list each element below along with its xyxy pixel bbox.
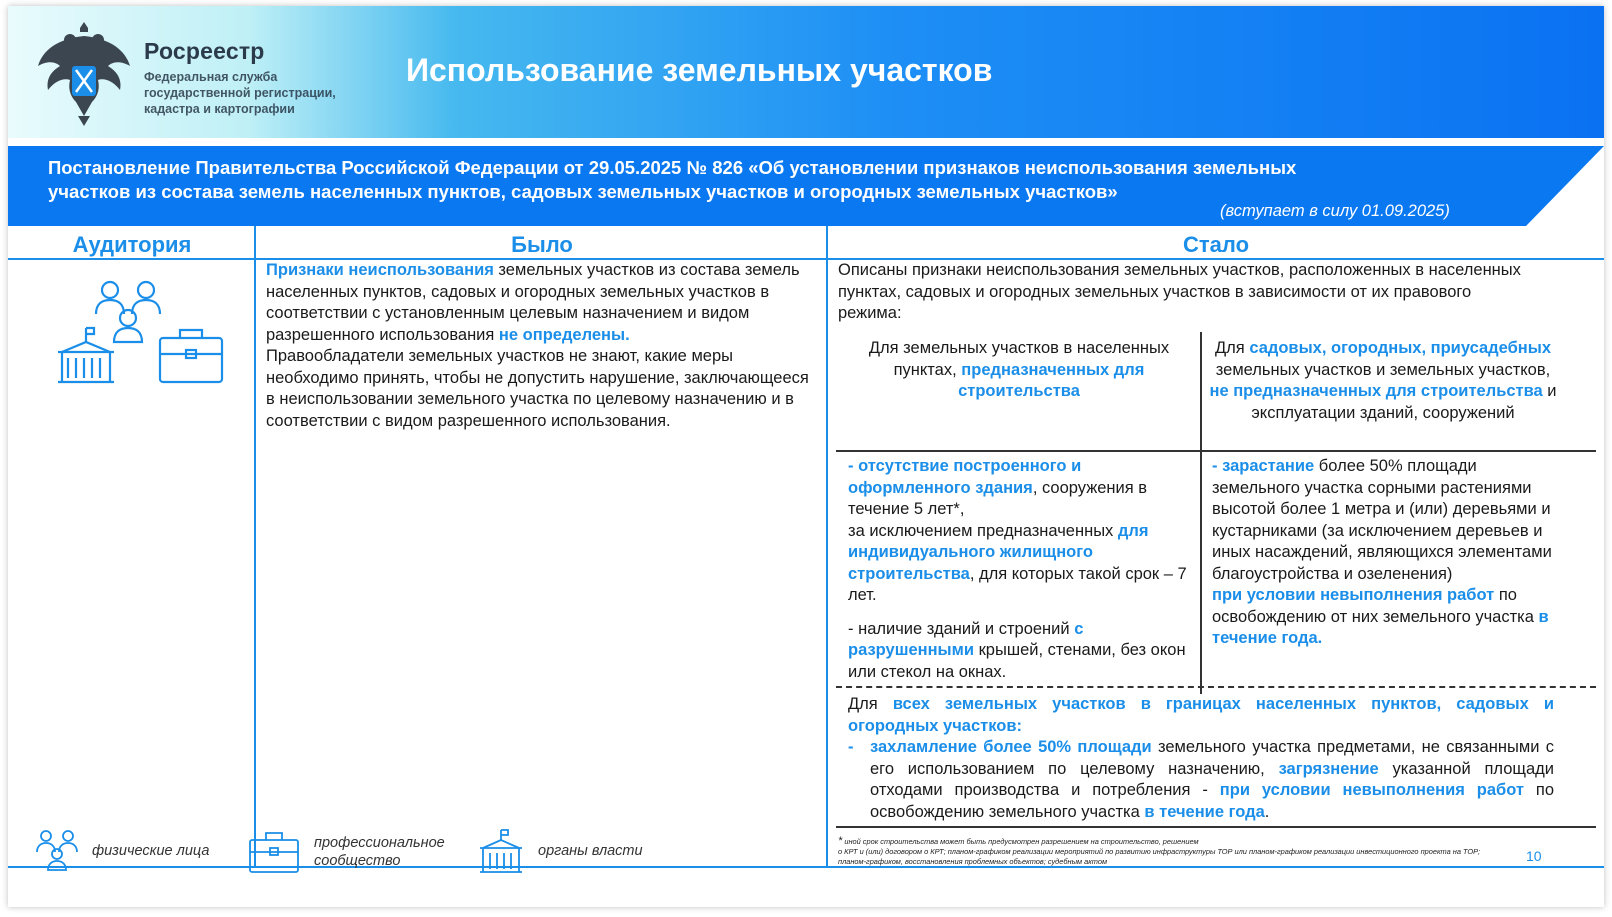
legend-individuals: физические лица [92, 843, 210, 859]
criterion-highlight: захламление более 50% площади [870, 738, 1152, 756]
criterion-highlight: загрязнение [1278, 759, 1379, 778]
before-description [266, 260, 818, 432]
criterion-text: крышей, стенами, без окон или стекол на окнах. [848, 641, 1186, 681]
criterion-text: за исключением предназначенных [848, 521, 1118, 540]
brand-sub-line: Федеральная служба [144, 70, 278, 84]
brand-sub-line: государственной регистрации, [144, 86, 336, 100]
decree-title-line: Постановление Правительства Российской Федерации от 29.05.2025 № 826 «Об установлении признаков неиспользования земельных [48, 157, 1297, 178]
brand-subtitle [144, 69, 336, 117]
footnote [838, 836, 1558, 867]
before-highlight: Признаки неиспользования [266, 261, 494, 279]
heading-text: Для [1214, 339, 1250, 357]
header [8, 6, 1604, 138]
criterion-highlight: при условии невыполнения работ [1212, 586, 1495, 604]
column-header-before: Было [511, 232, 573, 257]
footnote-line: планом-графиком, восстановления проблемных объектов; судебным актом [838, 857, 1108, 866]
criterion-text: земельного участка предметами, не связанными с его использованием по целевому назначению, [870, 738, 1555, 778]
garden-land-heading [1208, 338, 1558, 424]
column-divider [254, 226, 256, 868]
government-building-icon [478, 828, 524, 874]
before-text: земельных участков из состава земель населенных пунктов, садовых и огородных земельных участков в соответствии с установленным целевым назначением и видом разрешенного использования [266, 261, 800, 344]
footnote-line: о КРТ и (или) договором о КРТ; планом-графиком реализации мероприятий по развитию инфраструктуры ТОР или планом-графиком реализации инвестиционного проекта на ТОР; [838, 847, 1481, 856]
page-number: 10 [1526, 848, 1542, 864]
brand-sub-line: кадастра и картографии [144, 102, 295, 116]
heading-text: и эксплуатации зданий, сооружений [1251, 382, 1557, 422]
column-header-audience: Аудитория [72, 232, 192, 257]
after-intro: Описаны признаки неиспользования земельных участков, расположенных в населенных пунктах, садовых и огородных земельных участков в зависимости от их правового режима: [838, 261, 1521, 322]
brand-name: Росреестр [144, 38, 265, 64]
criterion-highlight: в течение года [1144, 802, 1265, 821]
footnote-star: * [838, 835, 843, 847]
rosreestr-emblem-icon [34, 16, 134, 128]
criterion-text: - наличие зданий и строений [848, 619, 1075, 638]
decree-title [48, 156, 1428, 204]
government-building-icon [58, 328, 114, 382]
slide [8, 6, 1604, 907]
built-up-land-criteria [848, 456, 1193, 683]
decree-title-line: участков из состава земель населенных пунктов, садовых земельных участков и огородных земельных участков» [48, 181, 1118, 202]
criterion-highlight: - отсутствие построенного и оформленного здания [848, 457, 1082, 497]
criterion-highlight: всех земельных участков в границах населенных пунктов, садовых и огородных участков: [848, 695, 1554, 735]
brand-block [144, 38, 336, 117]
all-plots-criterion-item [870, 737, 1554, 823]
briefcase-icon [248, 828, 302, 874]
criterion-highlight: - зарастание [1212, 457, 1315, 475]
legend-authorities: органы власти [538, 843, 643, 859]
legend-line: профессиональное [314, 835, 445, 851]
criterion-highlight: с разрушенными [848, 619, 1084, 659]
subtable-dashed-rule [836, 686, 1596, 688]
list-dash: - [848, 738, 854, 756]
column-divider [826, 226, 828, 868]
heading-highlight: предназначенных для строительства [958, 360, 1145, 400]
legend-professional [314, 834, 445, 870]
briefcase-icon [160, 330, 222, 382]
criterion-text: более 50% площади земельного участка сорными растениями высотой более 1 метра и (или) деревьями и кустарниками (за исключением деревьев и иных насаждений, являющихся элементами благоустройства и озеленения) [1212, 457, 1552, 583]
criterion-text: , сооружения в течение 5 лет*, [848, 478, 1148, 518]
criterion-highlight: при условии невыполнения работ [1219, 781, 1524, 799]
legend-line: сообщество [314, 853, 401, 869]
garden-land-criteria [1212, 456, 1552, 650]
criterion-text: . [1264, 802, 1270, 821]
footnote-line: иной срок строительства может быть предусмотрен разрешением на строительство, решением [844, 837, 1199, 846]
subtable-divider [1200, 332, 1202, 694]
criterion-no-building [848, 456, 1193, 607]
page-title: Использование земельных участков [406, 52, 993, 88]
footnote-rule [836, 826, 1596, 828]
criterion-highlight: для индивидуального жилищного строительства [848, 521, 1149, 583]
built-up-land-heading [844, 338, 1194, 403]
all-plots-criteria [848, 694, 1554, 737]
people-icon [96, 282, 160, 342]
subtable-rule [836, 450, 1596, 452]
criterion-text: по освобождению от них земельного участка [1212, 586, 1539, 626]
heading-highlight: не предназначенных для строительства [1209, 382, 1543, 400]
heading-text: Для земельных участков в населенных пунктах, [868, 339, 1170, 379]
before-paragraph-2: Правообладатели земельных участков не знают, какие меры необходимо принять, чтобы не допустить нарушение, заключающееся в неиспользовании земельного участка по целевому назначению и в соответствии с видом разрешенного использования. [266, 347, 809, 430]
before-highlight: не определены. [498, 325, 630, 344]
audience-illustration [48, 274, 228, 384]
column-header-after: Стало [1182, 232, 1250, 257]
banner-corner-cut [1526, 146, 1604, 226]
heading-text: земельных участков и земельных участков, [1215, 360, 1551, 379]
individuals-icon [34, 828, 80, 874]
criterion-text: по освобождению земельного участка [870, 781, 1555, 821]
criterion-text: указанной площади отходами производства и потребления - [870, 759, 1554, 799]
effective-date: (вступает в силу 01.09.2025) [1220, 202, 1450, 220]
criterion-ruined-buildings [848, 619, 1193, 684]
criterion-text: Для [848, 695, 893, 713]
criterion-highlight: в течение года. [1212, 607, 1549, 647]
criterion-text: , для которых такой срок – 7 лет. [848, 564, 1187, 604]
heading-highlight: садовых, огородных, приусадебных [1249, 339, 1551, 357]
